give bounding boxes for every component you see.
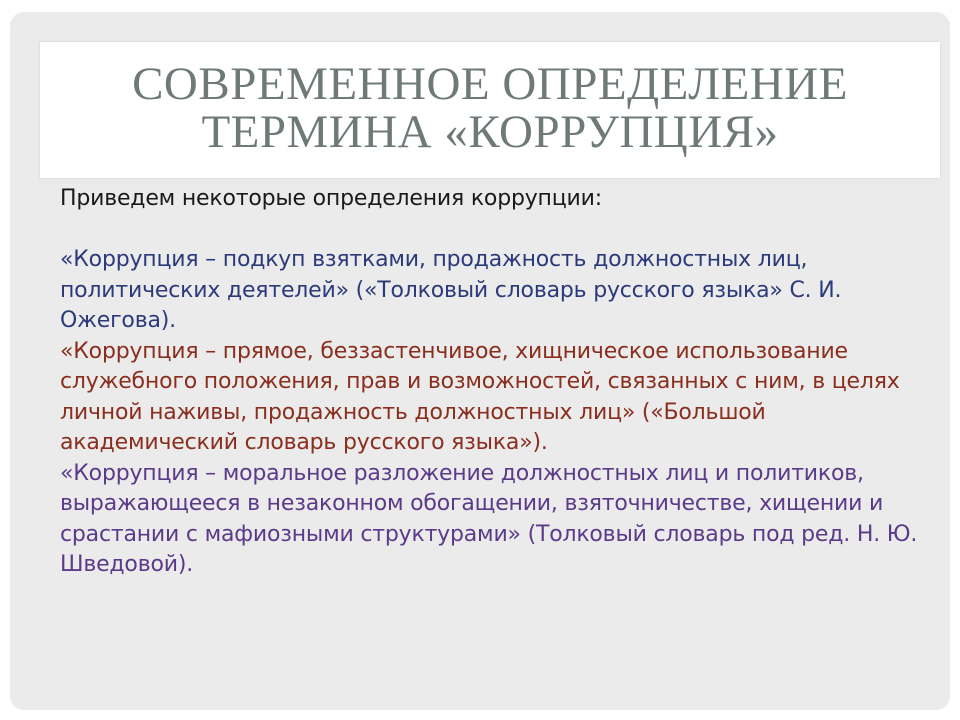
definition-ozhegov: «Коррупция – подкуп взятками, продажность должностных лиц, политических деятелей» («Толковый словарь русского языка» С. И. Ожегова). — [60, 247, 842, 333]
title-box — [40, 42, 940, 178]
slide-title — [40, 60, 940, 156]
definition-shvedova: «Коррупция – моральное разложение должностных лиц и политиков, выражающееся в незаконном обогащении, взяточничестве, хищении и срастании с мафиозными структурами» (Толковый словарь под ред. Н. Ю. Шведовой). — [60, 460, 918, 577]
definition-academic-dictionary: «Коррупция – прямое, беззастенчивое, хищническое использование служебного положения, прав и возможностей, связанных с ним, в целях личной наживы, продажность должностных лиц» («Большой академический словарь русского языка»). — [60, 338, 900, 455]
slide-title-line-2: ТЕРМИНА «КОРРУПЦИЯ» — [201, 106, 779, 158]
paragraph-spacer — [60, 215, 920, 246]
intro-text: Приведем некоторые определения коррупции: — [60, 186, 602, 211]
slide-body — [60, 184, 920, 581]
slide-title-line-1: СОВРЕМЕННОЕ ОПРЕДЕЛЕНИЕ — [132, 58, 848, 110]
